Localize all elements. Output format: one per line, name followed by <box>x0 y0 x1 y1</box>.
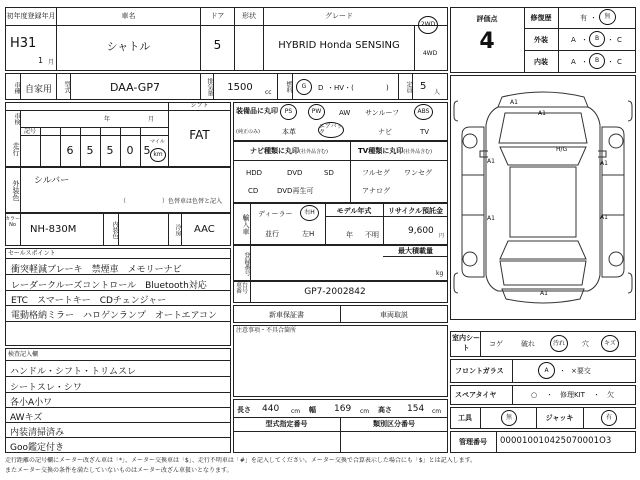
divider <box>250 245 251 281</box>
model-year-label: モデル年式 <box>336 207 372 215</box>
int-grade-a: A <box>571 58 576 66</box>
int-dot: ・ <box>581 58 588 66</box>
seat-scratch-circle <box>601 335 619 352</box>
restore-no-circle <box>599 9 616 25</box>
import-label: 輸入車 <box>242 213 250 235</box>
tv-label: TV種類に丸印(社外品含む) <box>358 147 433 155</box>
divider <box>20 127 168 128</box>
spare-label: スペアタイヤ <box>455 391 497 399</box>
divider <box>496 431 497 453</box>
fuel-label: 燃料 <box>285 81 292 93</box>
cooler-value: AAC <box>194 224 215 235</box>
abs-circle <box>414 104 433 120</box>
equip-abs: ABS <box>417 108 430 115</box>
ext-grade-b-circle <box>589 31 605 47</box>
mileage-digit: 5 <box>86 144 94 157</box>
recycle-unit: 円 <box>439 233 445 239</box>
divider <box>20 110 21 167</box>
sales-line: レーダークルーズコントロール Bluetooth対応 <box>11 281 207 291</box>
notes-label: 注意事項・不具合箇所 <box>236 327 297 334</box>
seat-burn: コゲ <box>489 340 503 348</box>
inspector-line: シートスレ・シワ <box>10 383 82 393</box>
max-load-label: 最大積載量 <box>398 247 433 255</box>
int-dot: ・ <box>607 58 614 66</box>
sales-label: セールスポイント <box>8 250 56 257</box>
exterior-note: （ ）色替車は色替と記入 <box>120 198 223 205</box>
km-unit: km <box>153 151 163 158</box>
damage-mark: A1 <box>487 158 495 165</box>
shape-label: 形状 <box>242 12 256 20</box>
divider <box>20 135 168 136</box>
divider <box>524 50 636 51</box>
mileage-digit: 6 <box>66 144 74 157</box>
restore-no: 無 <box>604 13 611 20</box>
damage-mark: A1 <box>600 160 608 167</box>
footer-note: またメーター交換の条件を満たしていないものはメーター改ざん車扱いとなります。 <box>5 467 233 474</box>
width-unit: cm <box>360 408 370 415</box>
spare-dot: ・ <box>593 391 600 399</box>
vehicle-type-value: 自家用 <box>24 85 52 95</box>
restore-dot: ・ <box>590 14 597 22</box>
inspector-line: 内装清掃済み <box>10 428 65 438</box>
fuel-hv: ・HV・( <box>327 84 354 92</box>
mileage-digit: 0 <box>126 144 134 157</box>
divider <box>40 127 41 167</box>
ext-grade-c: C <box>617 36 622 44</box>
displacement-value: 1500 <box>227 82 253 93</box>
manual-label: 車両取説 <box>380 311 408 319</box>
glass-replace: ×要交 <box>571 367 591 375</box>
reg-month-unit: 月 <box>48 59 55 66</box>
divider <box>233 160 448 161</box>
divider <box>250 281 251 303</box>
sales-line: ETC スマートキー CDチェンジャー <box>11 296 167 306</box>
glass-label: フロントガラス <box>455 367 504 375</box>
pw-circle <box>308 104 325 120</box>
mile-unit: マイル <box>150 139 165 145</box>
tools-circle <box>501 410 517 426</box>
reg-year-value: H31 <box>10 36 37 51</box>
int-grade-b-circle <box>589 53 605 69</box>
divider <box>325 216 448 217</box>
int-grade-b: B <box>594 57 600 64</box>
model-year-unit: 年 <box>346 231 353 239</box>
divider <box>250 203 251 245</box>
score-label: 評価点 <box>476 15 498 23</box>
seat-stain: 汚れ <box>552 339 565 347</box>
glass-dot: ・ <box>559 367 566 375</box>
shift-label: シフト <box>190 102 209 109</box>
equip-airbag: エアバック <box>319 123 343 136</box>
notes-block <box>233 325 448 397</box>
inspector-line: 各小A小ワ <box>10 398 53 408</box>
seat-stain-circle <box>550 335 568 352</box>
navi-dvd: DVD <box>287 169 303 177</box>
model-label: 型式 <box>63 81 70 93</box>
ext-dot: ・ <box>607 36 614 44</box>
fuel-d: D <box>318 84 324 92</box>
seat-scratch: キズ <box>604 339 616 347</box>
divider <box>350 141 351 203</box>
vehicle-type-label: 車種 <box>13 82 20 94</box>
score-value: 4 <box>479 29 495 54</box>
divider <box>292 73 293 100</box>
fuel-g: G <box>301 83 307 90</box>
type-number-label: 型式指定番号 <box>265 420 308 428</box>
equip-tv: TV <box>420 128 430 136</box>
displacement-label: 排気量 <box>206 78 213 96</box>
tools-label: 工具 <box>458 414 472 422</box>
equip-ps: PS <box>284 108 293 115</box>
displacement-unit: cc <box>265 89 272 96</box>
door-value: 5 <box>213 38 222 52</box>
car-name-label: 車名 <box>121 12 136 20</box>
drive-2wd-circle <box>418 16 438 34</box>
restore-yes: 有 <box>580 14 587 22</box>
chassis-label: 車台番号 <box>235 282 248 295</box>
divider <box>5 25 448 26</box>
capacity-label: 定員 <box>405 81 412 93</box>
interior-color-label: 内装色 <box>111 221 118 239</box>
divider <box>414 25 415 71</box>
inspection-month: 月 <box>148 116 155 123</box>
divider <box>480 331 481 357</box>
height-unit: cm <box>432 408 442 415</box>
reg-number-label: 登録番号 <box>243 252 250 276</box>
jack-value: 有 <box>605 414 612 421</box>
seat-hole: 穴 <box>582 340 589 348</box>
management-value: 000010010425070001O3 <box>500 436 612 446</box>
km-circle <box>150 148 166 162</box>
import-parallel: 並行 <box>265 230 279 238</box>
jack-label: ジャッキ <box>545 414 574 422</box>
divider <box>181 213 182 246</box>
divider <box>5 360 231 361</box>
damage-mark: A1 <box>538 110 546 117</box>
length-unit: cm <box>291 408 301 415</box>
inspector-line: AWキズ <box>10 413 43 423</box>
exterior-label: 外装色 <box>12 179 20 201</box>
navi-label: ナビ種類に丸印(社外品含む) <box>250 147 328 155</box>
model-value: DAA-GP7 <box>110 81 160 94</box>
divider <box>213 73 214 100</box>
right-h-circle <box>300 205 319 221</box>
divider <box>5 110 231 111</box>
width-value: 169 <box>334 404 352 414</box>
equip-sunroof: サンルーフ <box>365 109 400 117</box>
seat-label: 室内シート <box>452 334 480 352</box>
sales-line: 衝突軽減ブレーキ 禁煙車 メモリーナビ <box>11 265 182 275</box>
chassis-value: GP7-2002842 <box>304 287 366 297</box>
damage-mark: A1 <box>487 215 495 222</box>
navi-sd: SD <box>324 169 334 177</box>
inspector-line: Goo鑑定付き <box>10 443 64 453</box>
width-label: 幅 <box>309 406 316 414</box>
navi-cd: CD <box>248 187 259 195</box>
mileage-digit: 5 <box>143 144 151 157</box>
running-label: 走行 <box>12 142 20 156</box>
tv-oneseg: ワンセグ <box>404 169 432 177</box>
ext-grade-a: A <box>571 36 576 44</box>
glass-a: A <box>544 366 549 374</box>
length-label: 長さ <box>237 406 251 414</box>
divider <box>5 258 231 259</box>
equip-aw: AW <box>339 109 351 117</box>
exterior-grade-label: 外装 <box>534 36 548 44</box>
navi-hdd: HDD <box>246 169 263 177</box>
divider <box>524 28 636 29</box>
divider <box>5 321 231 322</box>
grade-label: グレード <box>325 12 353 20</box>
navi-dvd-play: DVD再生可 <box>277 187 314 195</box>
spare-dot: ・ <box>546 391 553 399</box>
divider <box>412 73 413 100</box>
interior-grade-label: 内装 <box>534 58 548 66</box>
color-no-value: NH-830M <box>30 224 77 235</box>
footer-note: 走行距離の記号欄にメーター改ざん車は「*」、メーター交換車は「$」、走行不明車は「#」を記入してください。メーター交換で合算表示した場合にも「$」とは記入します。 <box>5 457 477 464</box>
cooler-label: 冷房 <box>174 224 181 236</box>
ext-grade-b: B <box>594 35 600 42</box>
divider <box>558 7 559 73</box>
divider <box>20 213 21 246</box>
equipment-sub: (純正のみ) <box>236 129 260 135</box>
tv-fullseg: フルセグ <box>362 169 390 177</box>
reg-month-value: 1 <box>38 56 44 65</box>
divider <box>512 385 513 405</box>
new-warranty-label: 新車保証書 <box>269 311 304 319</box>
recycle-value: 9,600 <box>408 226 434 236</box>
equip-leather: 本革 <box>282 128 296 136</box>
import-left: 左H <box>302 230 315 238</box>
inspector-line: ハンドル・シフト・トリムスレ <box>10 367 137 377</box>
glass-a-circle <box>538 362 555 379</box>
car-name-value: シャトル <box>106 40 151 53</box>
color-no-label: カラー No <box>5 216 21 228</box>
spare-kit: 修理KIT <box>560 391 585 399</box>
inspector-label: 検査記入欄 <box>8 351 39 358</box>
jack-circle <box>601 410 617 426</box>
capacity-value: 5 <box>420 81 427 92</box>
class-number-label: 類別区分番号 <box>373 420 415 428</box>
fuel-close: ) <box>386 84 389 92</box>
ps-circle <box>280 104 297 120</box>
capacity-unit: 人 <box>434 89 441 96</box>
length-value: 440 <box>262 404 280 414</box>
height-label: 高さ <box>378 406 392 414</box>
damage-mark: A1 <box>540 290 548 297</box>
exterior-value: シルバー <box>34 176 70 186</box>
seat-tear: 破れ <box>521 340 535 348</box>
import-right: 右H <box>304 209 315 216</box>
door-label: ドア <box>210 12 225 20</box>
damage-mark: H/G <box>556 146 568 153</box>
divider <box>20 167 21 213</box>
damage-mark: A1 <box>510 99 518 106</box>
spare-missing: 欠 <box>607 391 614 399</box>
tv-analog: アナログ <box>362 187 390 195</box>
divider <box>118 213 119 246</box>
divider <box>480 407 481 429</box>
digits-label: 記号 <box>23 128 36 135</box>
drive-4wd: 4WD <box>422 50 438 57</box>
equipment-label: 装備品に丸印 <box>236 107 278 115</box>
damage-mark: A1 <box>600 214 608 221</box>
inspection-label: 車検 <box>13 113 20 125</box>
recycle-label: リサイクル預託金 <box>387 207 444 215</box>
model-year-unknown: 不明 <box>365 231 379 239</box>
int-grade-c: C <box>617 58 622 66</box>
management-label: 管理番号 <box>459 438 487 446</box>
drive-2wd: 2WD <box>420 21 436 28</box>
height-value: 154 <box>407 404 425 414</box>
restore-label: 修復歴 <box>530 14 552 22</box>
sales-line: 電動格納ミラー ハロゲンランプ オートエアコン <box>11 311 218 321</box>
mileage-digit: 5 <box>106 144 114 157</box>
ext-dot: ・ <box>581 36 588 44</box>
equip-pw: PW <box>311 108 322 115</box>
divider <box>512 359 513 383</box>
import-dealer: ディーラー <box>258 210 293 218</box>
reg-date-label: 初年度登録年月 <box>6 12 56 20</box>
divider <box>383 256 448 257</box>
equip-navi: ナビ <box>378 128 392 136</box>
inspection-year: 年 <box>104 116 111 123</box>
divider <box>583 407 584 429</box>
grade-value: HYBRID Honda SENSING <box>278 40 400 51</box>
airbag-circle <box>318 122 344 138</box>
tools-value: 無 <box>505 414 512 421</box>
max-load-unit: kg <box>436 270 444 277</box>
fuel-g-circle <box>296 79 312 95</box>
shift-value: FAT <box>189 128 210 142</box>
spare-ok: ○ <box>531 391 538 399</box>
